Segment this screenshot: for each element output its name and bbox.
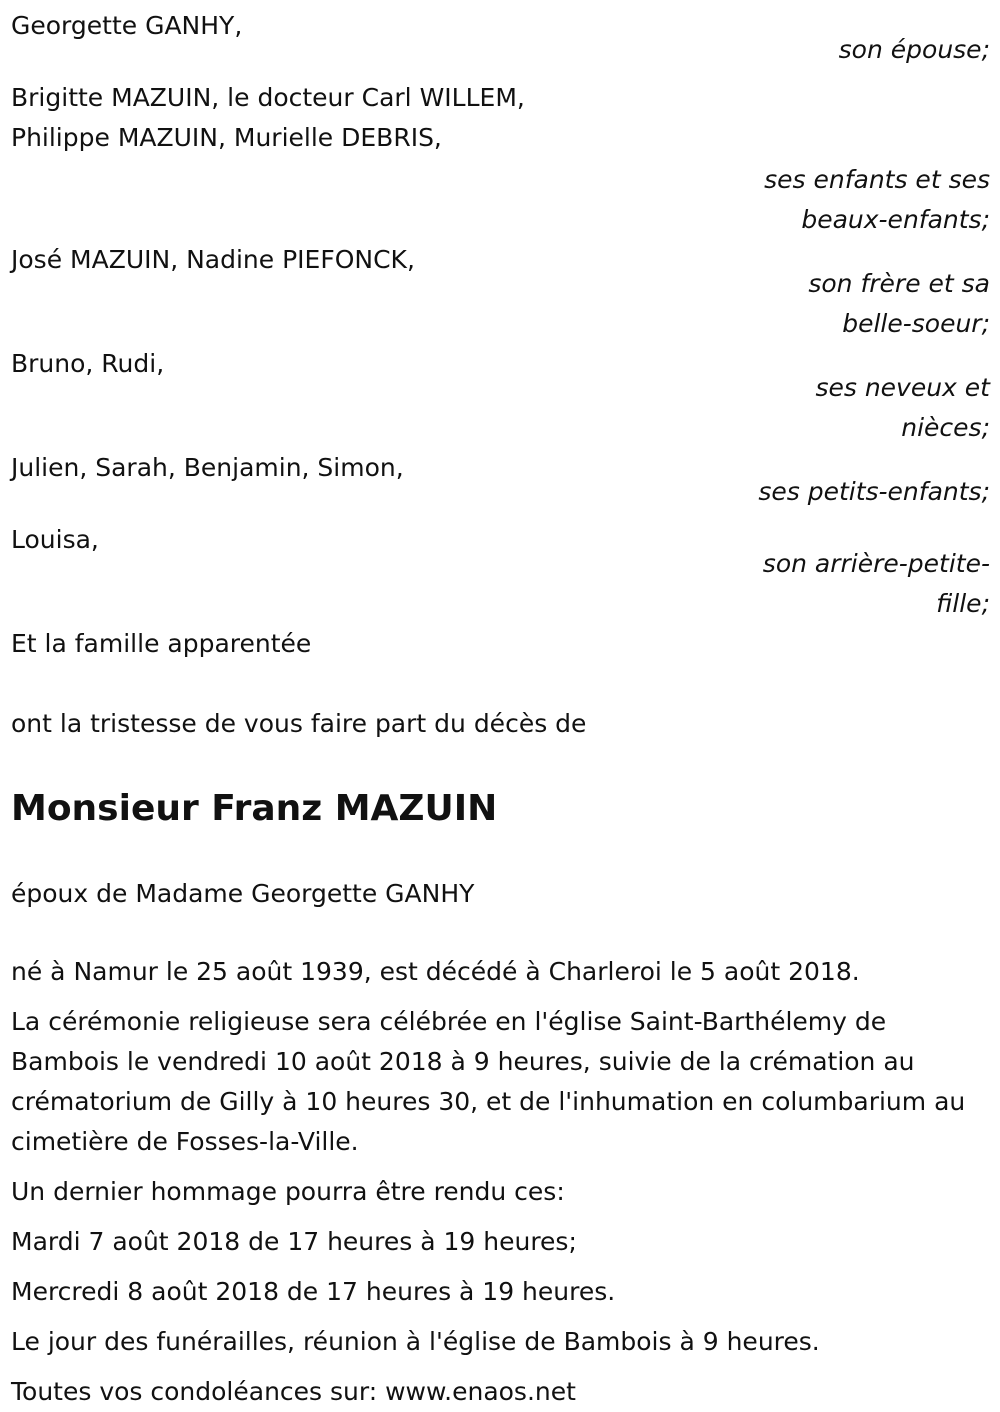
- family-role-line: ses petits-enfants;: [758, 477, 990, 506]
- family-role-line: ses enfants et ses: [764, 165, 990, 194]
- family-role-line: son arrière-petite-: [762, 549, 990, 578]
- tribute-date-2: Mercredi 8 août 2018 de 17 heures à 19 heures.: [11, 1277, 616, 1306]
- family-role-line: beaux-enfants;: [801, 205, 990, 234]
- deceased-name: Monsieur Franz MAZUIN: [11, 788, 498, 829]
- family-role-line: son épouse;: [838, 35, 990, 64]
- family-entry-spouse: [11, 6, 990, 70]
- family-names-line: Bruno, Rudi,: [11, 349, 165, 378]
- tribute-intro: Un dernier hommage pourra être rendu ces:: [11, 1177, 565, 1206]
- family-names-line: Louisa,: [11, 525, 99, 554]
- condolences-line: Toutes vos condoléances sur: www.enaos.net: [11, 1377, 576, 1406]
- family-role-line: belle-soeur;: [842, 309, 990, 338]
- announcement: ont la tristesse de vous faire part du décès de: [11, 709, 587, 738]
- family-names-line: Philippe MAZUIN, Murielle DEBRIS,: [11, 123, 442, 152]
- family-entry-grandchildren: [11, 448, 990, 512]
- ceremony-paragraph: La cérémonie religieuse sera célébrée en l'église Saint-Barthélemy de Bambois le vendredi 10 août 2018 à 9 heures, suivie de la crémation au crématorium de Gilly à 10 heures 30, et de l'inhumation en columbarium au cimetière de Fosses-la-Ville.: [11, 1007, 966, 1156]
- family-entry-sibling: [11, 240, 990, 344]
- family-role-line: son frère et sa: [808, 269, 990, 298]
- related-family: Et la famille apparentée: [11, 629, 312, 658]
- family-role-line: fille;: [936, 589, 990, 618]
- family-role-line: ses neveux et: [815, 373, 990, 402]
- family-entry-great-grandchild: [11, 520, 990, 624]
- family-entry-nephews: [11, 344, 990, 448]
- tribute-date-1: Mardi 7 août 2018 de 17 heures à 19 heures;: [11, 1227, 577, 1256]
- birth-death-paragraph: né à Namur le 25 août 1939, est décédé à Charleroi le 5 août 2018.: [11, 957, 860, 986]
- family-names-line: Brigitte MAZUIN, le docteur Carl WILLEM,: [11, 83, 525, 112]
- family-role-line: nièces;: [901, 413, 990, 442]
- spouse-line: époux de Madame Georgette GANHY: [11, 879, 475, 908]
- family-names-line: José MAZUIN, Nadine PIEFONCK,: [11, 245, 415, 274]
- funeral-meeting: Le jour des funérailles, réunion à l'église de Bambois à 9 heures.: [11, 1327, 820, 1356]
- family-names-line: Julien, Sarah, Benjamin, Simon,: [11, 453, 404, 482]
- family-entry-children: [11, 78, 990, 240]
- family-names-line: Georgette GANHY,: [11, 11, 243, 40]
